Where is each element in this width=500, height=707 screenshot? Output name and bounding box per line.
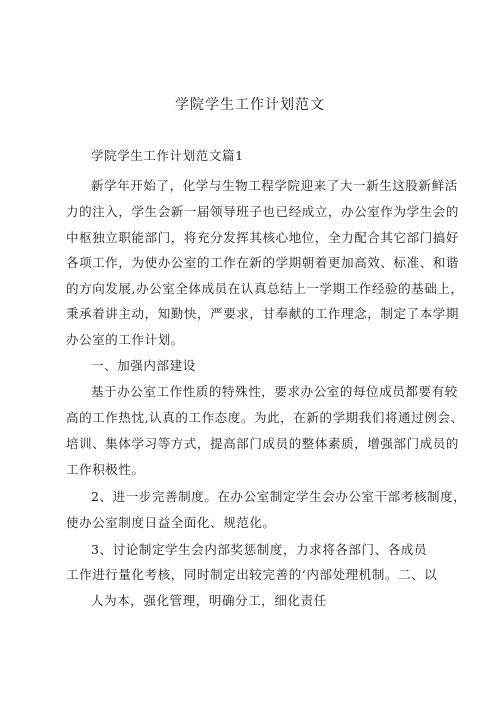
paragraph-line: 2、进一步完善制度。在办公室制定学生会办公室干部考核制度， <box>91 489 467 504</box>
paragraph-line: 基于办公室工作性质的特殊性，要求办公室的每位成员都要有较 <box>91 384 458 399</box>
document-title: 学院学生工作计划范文 <box>175 97 325 113</box>
paragraph-line: 办公室的工作计划。 <box>66 332 184 347</box>
subsection-heading: 一、加强内部建设 <box>91 358 196 373</box>
paragraph-line: 培训、集体学习等方式，提高部门成员的整体素质，增强部门成员的 <box>66 436 460 451</box>
paragraph-line: 新学年开始了，化学与生物工程学院迎来了大一新生这股新鲜活 <box>91 178 458 193</box>
paragraph-line: 中枢独立职能部门，将充分发挥其核心地位，全力配合其它部门搞好 <box>66 230 460 245</box>
paragraph-line: 秉承着讲主动，知勤快，严要求，甘奉献的工作理念，制定了本学期 <box>66 306 460 321</box>
paragraph-line: 工作积极性。 <box>66 462 145 477</box>
paragraph-line: 人为本，强化管理，明确分工，细化责任 <box>91 593 327 608</box>
paragraph-line: 各项工作，为使办公室的工作在新的学期朝着更加高效、标准、和谐 <box>66 255 460 270</box>
paragraph-line: 3、讨论制定学生会内部奖惩制度，力求将各部门、各成员 <box>91 542 428 557</box>
paragraph-line: 使办公室制度日益全面化、规范化。 <box>66 515 276 530</box>
paragraph-line: 的方向发展,办公室全体成员在认真总结上一学期工作经验的基础上， <box>66 281 464 296</box>
paragraph-line: 高的工作热忱,认真的工作态度。为此，在新的学期我们将通过例会、 <box>66 410 464 425</box>
section-heading: 学院学生工作计划范文篇1 <box>91 148 244 163</box>
paragraph-line: 工作进行量化考核，同时制定出较完善的‘内部处理机制。二、以 <box>66 567 438 582</box>
paragraph-line: 力的注入，学生会新一届领导班子也已经成立，办公室作为学生会的 <box>66 204 460 219</box>
